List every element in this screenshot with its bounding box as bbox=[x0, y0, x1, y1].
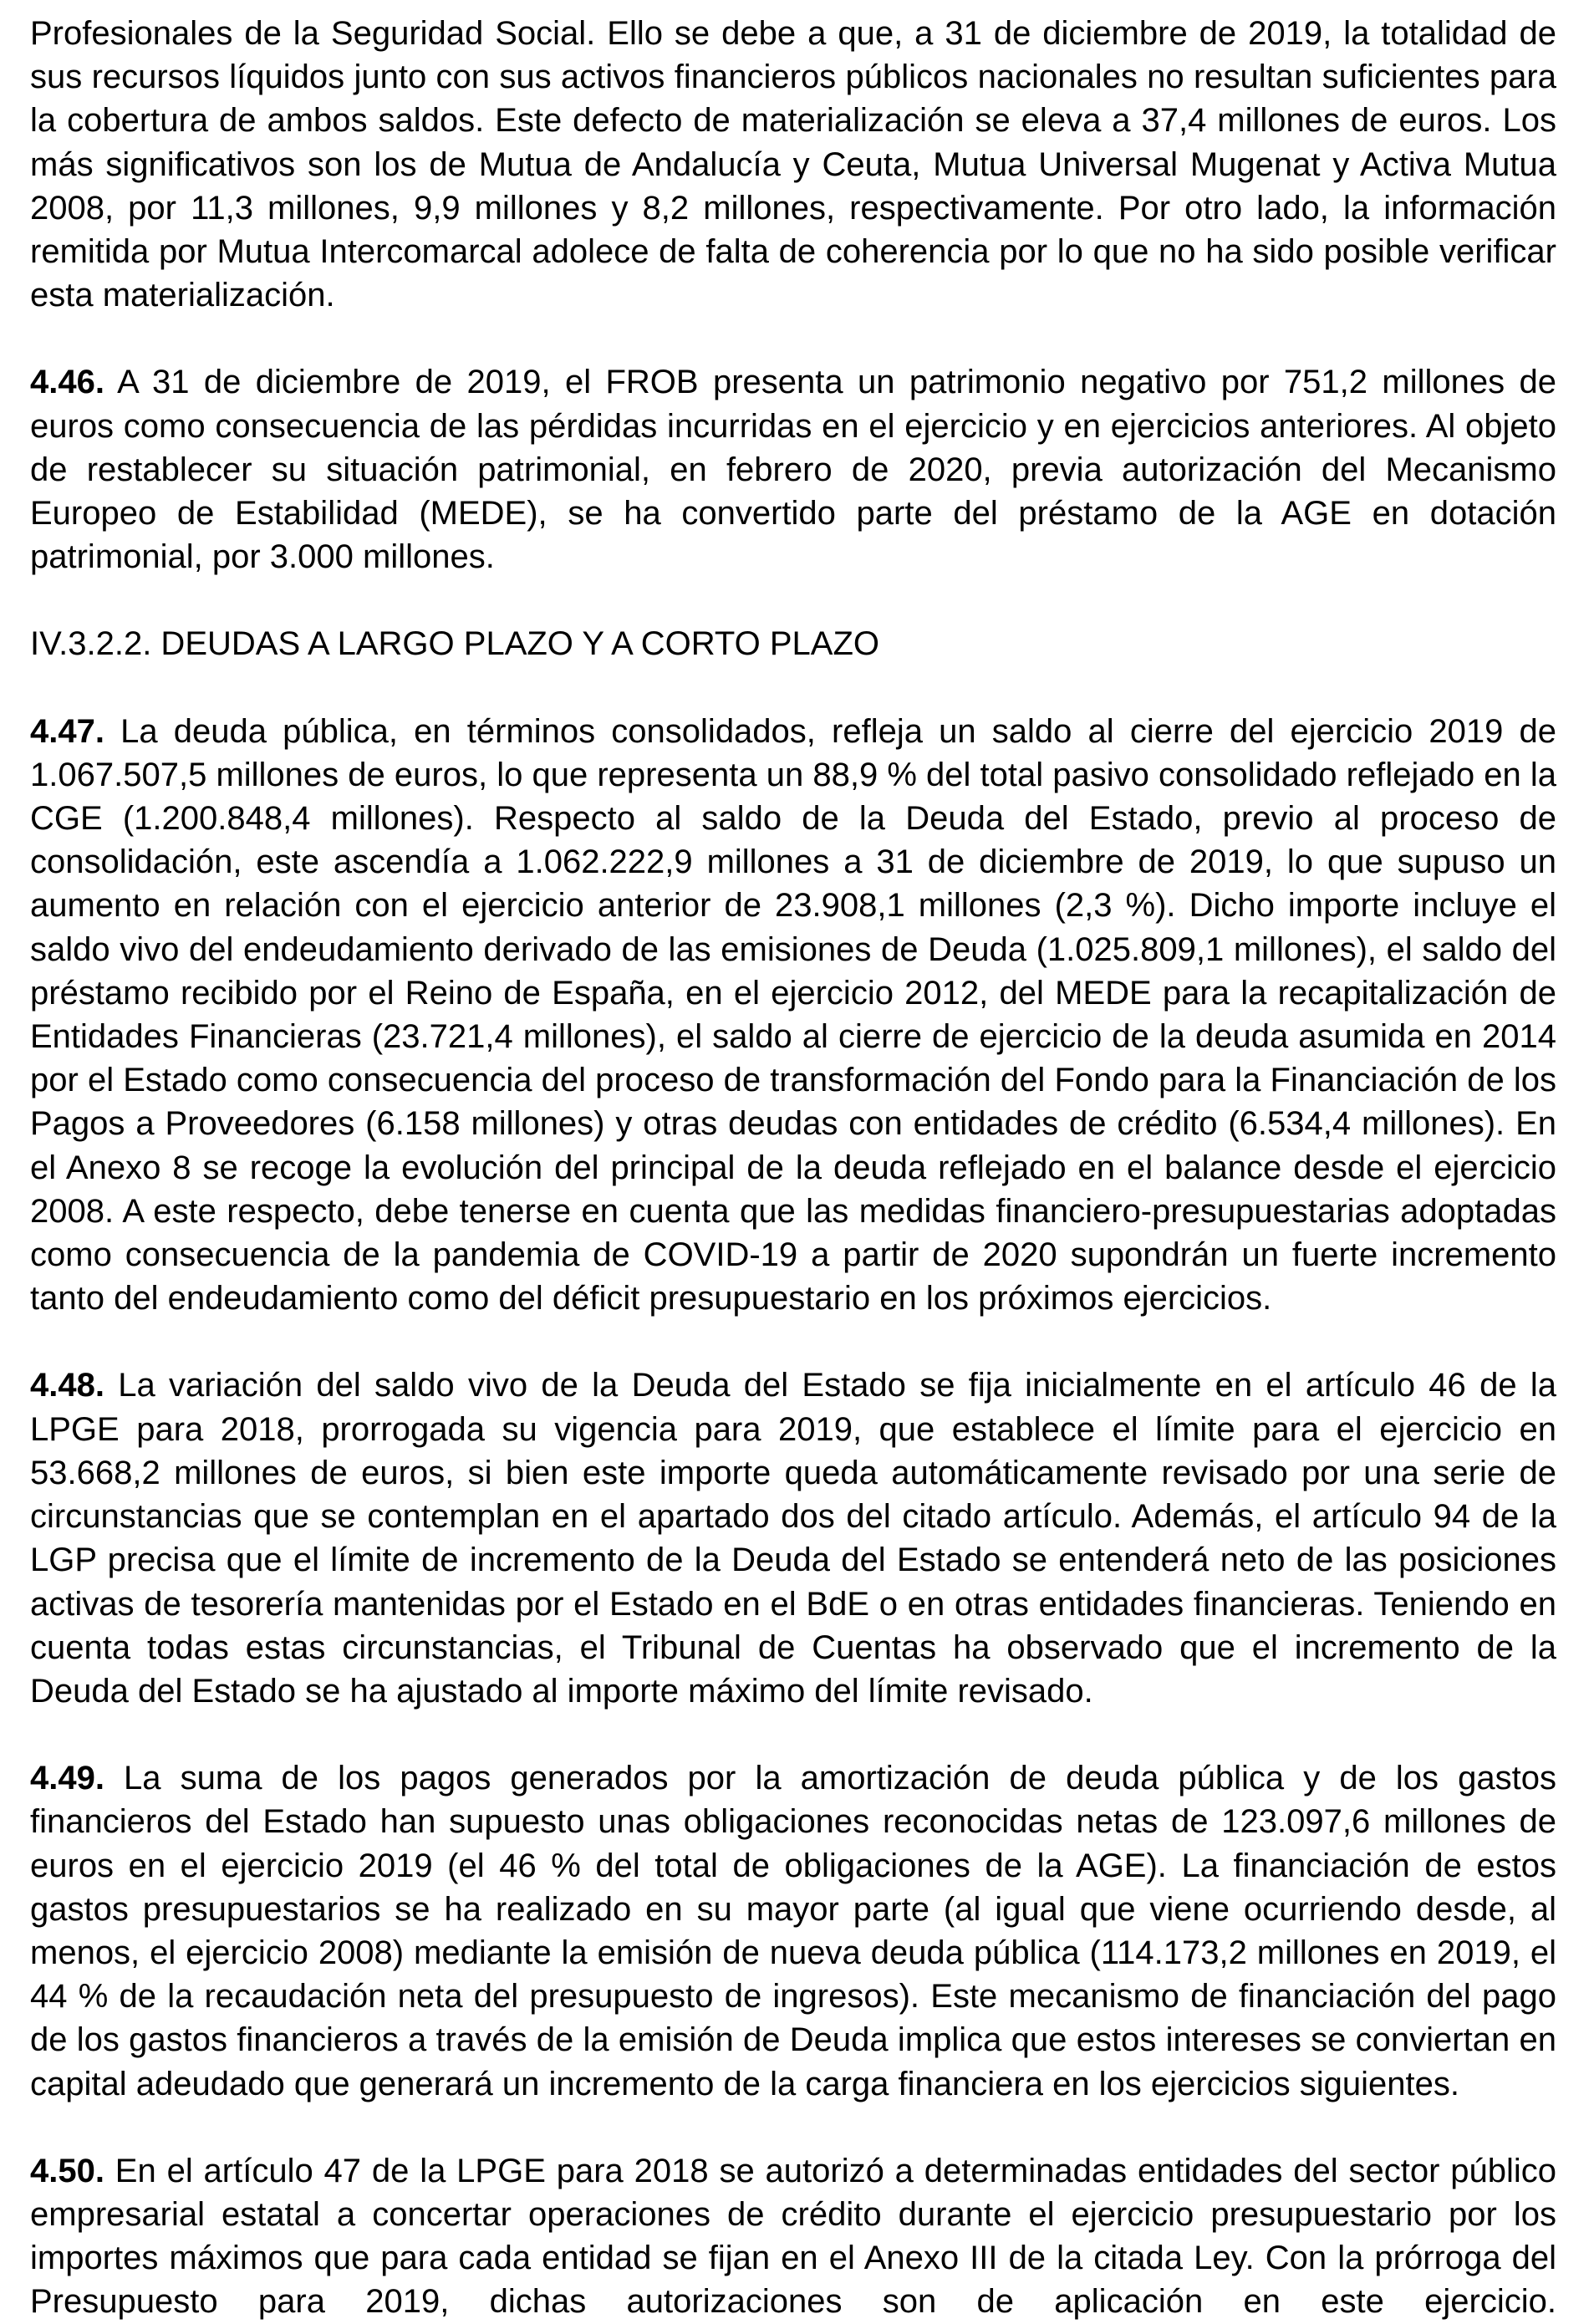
paragraph-text: La suma de los pagos generados por la amortización de deuda pública y de los gastos financieros del Estado han supuesto unas obligaciones reconocidas netas de 123.097,6 millones de euros en el ejercicio 2019 (el 46 % del total de obligaciones de la AGE). La financiación de estos gastos presupuestarios se ha realizado en su mayor parte (al igual que viene ocurriendo desde, al menos, el ejercicio 2008) mediante la emisión de nueva deuda pública (114.173,2 millones en 2019, el 44 % de la recaudación neta del presupuesto de ingresos). Este mecanismo de financiación del pago de los gastos financieros a través de la emisión de Deuda implica que estos intereses se conviertan en capital adeudado que generará un incremento de la carga financiera en los ejercicios siguientes. bbox=[30, 1760, 1556, 2102]
paragraph-text: Profesionales de la Seguridad Social. Ello se debe a que, a 31 de diciembre de 2019, la totalidad de sus recursos líquidos junto con sus activos financieros públicos nacionales no resultan suficientes para la cobertura de ambos saldos. Este defecto de materialización se eleva a 37,4 millones de euros. Los más significativos son los de Mutua de Andalucía y Ceuta, Mutua Universal Mugenat y Activa Mutua 2008, por 11,3 millones, 9,9 millones y 8,2 millones, respectivamente. Por otro lado, la información remitida por Mutua Intercomarcal adolece de falta de coherencia por lo que no ha sido posible verificar esta materialización. bbox=[30, 15, 1556, 314]
paragraph-4-50 bbox=[30, 2149, 1556, 2324]
paragraph-4-49 bbox=[30, 1756, 1556, 2106]
paragraph-intro bbox=[30, 12, 1556, 317]
paragraph-text: En el artículo 47 de la LPGE para 2018 se autorizó a determinadas entidades del sector público empresarial estatal a concertar operaciones de crédito durante el ejercicio presupuestario por los importes máximos que para cada entidad se fijan en el Anexo III de la citada Ley. Con la prórroga del Presupuesto para 2019, dichas autorizaciones son de aplicación en este ejercicio. bbox=[30, 2152, 1556, 2321]
paragraph-number: 4.46. bbox=[30, 364, 104, 401]
paragraph-number: 4.48. bbox=[30, 1367, 104, 1404]
paragraph-number: 4.49. bbox=[30, 1760, 104, 1797]
paragraph-4-48 bbox=[30, 1363, 1556, 1713]
paragraph-text: La deuda pública, en términos consolidados, refleja un saldo al cierre del ejercicio 2019 de 1.067.507,5 millones de euros, lo que representa un 88,9 % del total pasivo consolidado reflejado en la CGE (1.200.848,4 millones). Respecto al saldo de la Deuda del Estado, previo al proceso de consolidación, este ascendía a 1.062.222,9 millones a 31 de diciembre de 2019, lo que supuso un aumento en relación con el ejercicio anterior de 23.908,1 millones (2,3 %). Dicho importe incluye el saldo vivo del endeudamiento derivado de las emisiones de Deuda (1.025.809,1 millones), el saldo del préstamo recibido por el Reino de España, en el ejercicio 2012, del MEDE para la recapitalización de Entidades Financieras (23.721,4 millones), el saldo al cierre de ejercicio de la deuda asumida en 2014 por el Estado como consecuencia del proceso de transformación del Fondo para la Financiación de los Pagos a Proveedores (6.158 millones) y otras deudas con entidades de crédito (6.534,4 millones). En el Anexo 8 se recoge la evolución del principal de la deuda reflejado en el balance desde el ejercicio 2008. A este respecto, debe tenerse en cuenta que las medidas financiero-presupuestarias adoptadas como consecuencia de la pandemia de COVID-19 a partir de 2020 supondrán un fuerte incremento tanto del endeudamiento como del déficit presupuestario en los próximos ejercicios. bbox=[30, 712, 1556, 1317]
paragraph-number: 4.47. bbox=[30, 712, 104, 750]
paragraph-4-47 bbox=[30, 710, 1556, 1321]
paragraph-text: A 31 de diciembre de 2019, el FROB presenta un patrimonio negativo por 751,2 millones de euros como consecuencia de las pérdidas incurridas en el ejercicio y en ejercicios anteriores. Al objeto de restablecer su situación patrimonial, en febrero de 2020, previa autorización del Mecanismo Europeo de Estabilidad (MEDE), se ha convertido parte del préstamo de la AGE en dotación patrimonial, por 3.000 millones. bbox=[30, 364, 1556, 576]
section-heading: IV.3.2.2. DEUDAS A LARGO PLAZO Y A CORTO PLAZO bbox=[30, 625, 880, 663]
document-page bbox=[30, 12, 1556, 2324]
paragraph-number: 4.50. bbox=[30, 2152, 104, 2189]
paragraph-text: La variación del saldo vivo de la Deuda del Estado se fija inicialmente en el artículo 46 de la LPGE para 2018, prorrogada su vigencia para 2019, que establece el límite para el ejercicio en 53.668,2 millones de euros, si bien este importe queda automáticamente revisado por una serie de circunstancias que se contemplan en el apartado dos del citado artículo. Además, el artículo 94 de la LGP precisa que el límite de incremento de la Deuda del Estado se entenderá neto de las posiciones activas de tesorería mantenidas por el Estado en el BdE o en otras entidades financieras. Teniendo en cuenta todas estas circunstancias, el Tribunal de Cuentas ha observado que el incremento de la Deuda del Estado se ha ajustado al importe máximo del límite revisado. bbox=[30, 1367, 1556, 1710]
paragraph-4-46 bbox=[30, 360, 1556, 578]
